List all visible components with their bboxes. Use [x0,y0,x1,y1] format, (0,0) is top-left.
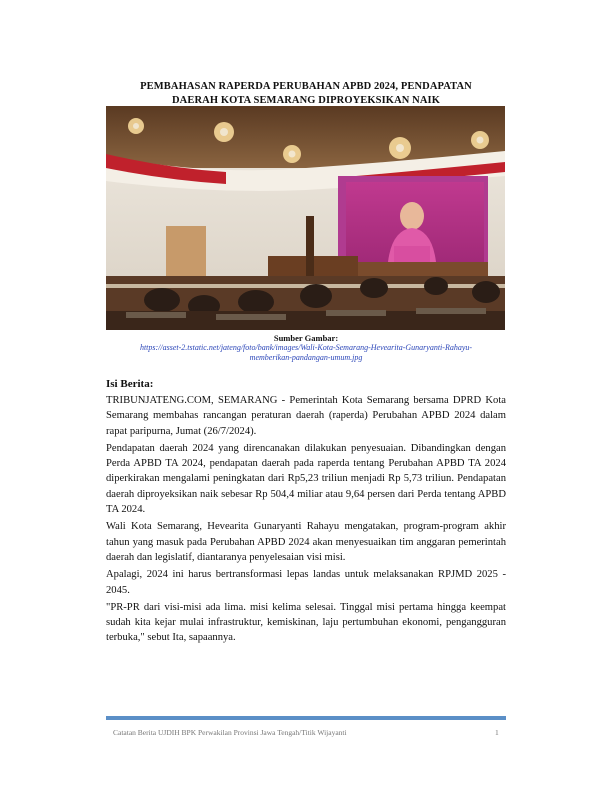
image-source-url-line-2[interactable]: memberikan-pandangan-umum.jpg [249,353,363,362]
article-paragraph-5: "PR-PR dari visi-misi ada lima. misi kelima selesai. Tinggal misi pertama hingga keempat sudah kita kejar mulai infrastruktur, kemiskinan, laju pertumbuhan ekonomi, pengangguran terbuka," sebut Ita, sapaannya. [106,601,506,644]
article-body [106,393,506,648]
page-number: 1 [495,728,499,737]
image-source-url-line-1[interactable]: https://asset-2.tstatic.net/jateng/foto/bank/images/Wali-Kota-Semarang-Hevearita-Gunaryanti-Rahayu- [139,343,473,352]
article-paragraph-3: Wali Kota Semarang, Hevearita Gunaryanti Rahayu mengatakan, program-program akhir tahun yang masuk pada Perubahan APBD 2024 akan menyesuaikan tim anggaran pemerintah daerah dan legislatif, diantaranya penyelesaian visi misi. [106,521,506,563]
council-chamber-photo-illustration [106,106,505,330]
footer-divider [106,716,506,720]
article-paragraph-2: Pendapatan daerah 2024 yang direncanakan dilakukan penyesuaian. Dibandingkan dengan Perda APBD TA 2024, pendapatan daerah pada raperda tentang Perubahan APBD TA 2024 diperkirakan mengalami peningkatan dari Rp5,23 triliun menjadi Rp 5,73 triliun. Pendapatan daerah diproyeksikan naik sebesar Rp 504,4 miliar atau 9,64 persen dari Perda tentang APBD TA 2024. [106,442,506,516]
footer-text: Catatan Berita UJDIH BPK Perwakilan Provinsi Jawa Tengah/Titik Wijayanti [113,728,347,737]
article-paragraph-1: TRIBUNJATENG.COM, SEMARANG - Pemerintah Kota Semarang bersama DPRD Kota Semarang membahas rancangan peraturan daerah (raperda) Perubahan APBD 2024 dalam rapat paripurna, Jumat (26/7/2024). [106,395,506,437]
article-title [106,80,506,108]
article-title-line-2: DAERAH KOTA SEMARANG DIPROYEKSIKAN NAIK [172,95,440,106]
article-photo [106,106,505,330]
section-heading: Isi Berita: [106,378,154,390]
article-title-line-1: PEMBAHASAN RAPERDA PERUBAHAN APBD 2024, PENDAPATAN [140,81,472,92]
article-paragraph-4: Apalagi, 2024 ini harus bertransformasi lepas landas untuk melaksanakan RPJMD 2025 - 2045. [106,569,506,596]
image-caption-label: Sumber Gambar: [273,333,339,343]
image-source-url[interactable] [130,343,482,363]
